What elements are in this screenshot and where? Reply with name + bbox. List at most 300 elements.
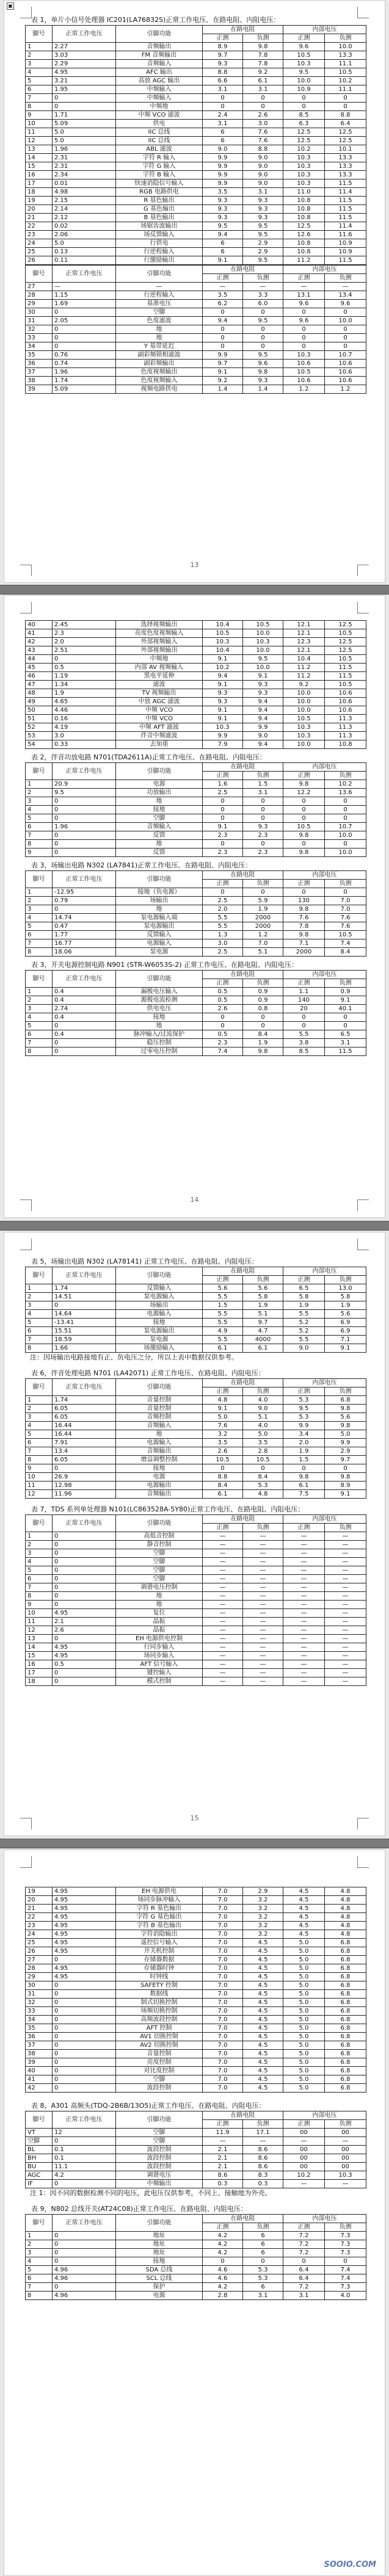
table-cell: 11.5 [325,205,366,214]
table-cell: 0 [53,1464,116,1473]
table-row [26,2154,366,2163]
col-pos: 正测 [283,2120,325,2129]
table-cell: 11.96 [53,1490,116,1499]
table-cell: 10.5 [325,681,366,689]
table-cell: 9.3 [243,681,283,689]
table-cell: 7.0 [203,2058,243,2067]
table-cell: 15.51 [53,1327,116,1336]
table-cell: 0.4 [53,1030,116,1039]
table-cell: 0 [283,814,325,823]
table-cell: 5.0 [283,1999,325,2007]
col-function: 引脚功能 [116,2111,203,2129]
table-cell: 7.0 [203,1999,243,2007]
table-cell: 0 [283,342,325,351]
table-cell: 13.3 [325,162,366,171]
table-cell: 11.3 [325,732,366,740]
table-cell: — [203,1677,243,1686]
table-row [26,291,366,300]
table-cell: IIC 总线 [116,128,203,137]
table-cell: 9.4 [243,740,283,749]
table-cell: 9.0 [243,1405,283,1413]
table-row [26,1005,366,1013]
table-cell: 2.6 [203,1447,243,1456]
table-cell: 5.0 [283,1981,325,1990]
table-cell: 5.0 [283,2067,325,2075]
table-row [26,1310,366,1319]
table-cell: 0 [203,1013,243,1022]
table-cell: 5.0 [283,1964,325,1973]
table-cell: 8.8 [203,68,243,77]
table-cell: 17 [26,1669,53,1677]
table-cell: 2.3 [243,831,283,840]
table-cell: — [325,2137,366,2146]
col-onboard-resistance: 在路电阻 [203,2111,283,2120]
table-cell: 11.4 [325,188,366,197]
table-cell: 18.06 [53,948,116,957]
col-onboard-resistance: 在路电阻 [203,1515,283,1524]
table-cell: — [283,1575,325,1583]
table-cell: 0 [53,1981,116,1990]
table-cell: 0 [283,94,325,103]
table-cell: 39 [26,385,53,394]
table-cell: 2.1 [203,2154,243,2163]
table-cell: 10.8 [283,205,325,214]
table-cell: 场输出 [116,897,203,905]
table-row [26,2007,366,2016]
table-cell: 10.0 [243,629,283,638]
table-cell: 8.8 [325,111,366,120]
table-cell: 波段控制 [116,2084,203,2093]
table-cell: 43 [26,646,53,655]
table-cell: 0.4 [53,988,116,996]
data-table [25,1514,366,1686]
table-row [26,2283,366,2292]
table-cell: 10.0 [283,706,325,715]
table-cell: — [243,1566,283,1575]
table-cell: 6.8 [325,2050,366,2058]
table-cell: 38 [26,2050,53,2058]
table-cell: 13.3 [325,154,366,162]
table-cell: 10.5 [283,368,325,377]
table-cell: 00 [283,2163,325,2171]
table-cell: — [283,2180,325,2188]
table-cell: — [283,1592,325,1601]
table-cell: 0 [203,1022,243,1030]
table-row [26,1447,366,1456]
table-row [26,2146,366,2154]
table-cell: BU [26,2163,53,2171]
table-row [26,154,366,162]
table-cell: 2.6 [243,111,283,120]
table-cell: 8.4 [325,948,366,957]
table-cell: 0 [283,888,325,897]
table-cell: 12.5 [283,128,325,137]
table-cell: 11.5 [325,672,366,681]
table-cell: 10.3 [203,723,243,732]
table-cell: 0 [53,1558,116,1566]
table-cell: 0.3 [203,2180,243,2188]
table-body [26,283,366,394]
table-cell: 10.5 [283,715,325,723]
table-row [26,205,366,214]
table-cell: 12.3 [283,638,325,646]
table-cell: 12.1 [283,621,325,629]
table-cell: 中频输入 [116,94,203,103]
table-cell: 0 [203,840,243,848]
table-cell: 9.9 [325,1439,366,1447]
table-cell: 2.9 [243,239,283,248]
table-cell: 41 [26,629,53,638]
table-cell: 9 [26,1601,53,1609]
table-1-block [25,15,366,394]
table-cell: 副彩频输出 [116,360,203,368]
table-cell: 9.6 [283,300,325,308]
table-row [26,840,366,848]
table-cell: 2.3 [203,1039,243,1047]
table-row [26,368,366,377]
table-cell: 18 [26,1677,53,1686]
table-cell: 50 [26,706,53,715]
table-cell: 12.6 [283,231,325,239]
table-row [26,922,366,931]
table-cell: 13.4 [53,1447,116,1456]
table-row [26,2249,366,2257]
table-cell: 1.2 [283,385,325,394]
table-cell: 6.8 [325,1947,366,1956]
table-cell: — [325,1635,366,1643]
table-cell: 7.0 [203,1905,243,1913]
data-table [25,265,366,394]
table-row [26,385,366,394]
table-cell: 2.29 [53,60,116,68]
table-cell: 0 [53,1592,116,1601]
table-row [26,1652,366,1660]
col-internal-voltage: 内部电压 [283,763,366,772]
table-cell: 10.3 [325,2171,366,2180]
table-cell: 3 [26,905,53,914]
table-row [26,914,366,922]
table-cell: 10 [26,1473,53,1482]
table-cell: — [243,1575,283,1583]
table-row [26,283,366,291]
page-marker-icon: ▣ [7,2,14,10]
table-cell: 5 [26,1319,53,1327]
table-cell: 字符 R 输入 [116,154,203,162]
table-cell: 31 [26,1990,53,1999]
table-cell: 2.1 [53,1618,116,1626]
table-cell: 9.1 [203,706,243,715]
table-cell: 9.0 [243,154,283,162]
table-cell: 9.5 [243,231,283,239]
table-row [26,732,366,740]
table-cell: — [243,1643,283,1652]
table-cell: — [203,1643,243,1652]
table-cell: 33 [26,2007,53,2016]
col-function: 引脚功能 [116,1515,203,1532]
table-cell: 模式控制 [116,1677,203,1686]
crop-mark [20,1856,32,1868]
table-cell: 6.1 [203,1344,243,1353]
table-cell: FM 音频输出 [116,51,203,60]
table-row [26,2129,366,2137]
table-cell: 42 [26,2084,53,2093]
table-cell: 14 [26,154,53,162]
table-cell: 遥控信号输入 [116,1939,203,1947]
table-cell: 9.3 [203,205,243,214]
table-cell: — [283,1626,325,1635]
table-row [26,351,366,360]
table-cell: 7.0 [203,1922,243,1930]
table-cell: 3.5 [203,291,243,300]
table-cell: 开关机控制 [116,1947,203,1956]
table-cell: 12.5 [325,638,366,646]
table-cell: 18 [26,188,53,197]
table-row [26,360,366,368]
table-cell: 9.9 [203,162,243,171]
table-cell: 4.5 [243,1981,283,1990]
col-pos: 正测 [283,274,325,283]
table-cell: 0.5 [203,988,243,996]
table-cell: 4.8 [325,1905,366,1913]
table-cell: 9.1 [203,1405,243,1413]
table-cell: 0 [53,1999,116,2007]
table-cell: 1.9 [243,1301,283,1310]
table-row [26,2041,366,2050]
data-table [25,1887,366,2093]
table-cell: 调谐电压 [116,2171,203,2180]
table-cell: 空脚 [116,814,203,823]
table-cell: 5.5 [203,1319,243,1327]
table-cell: 5.0 [283,1973,325,1981]
table-cell: 0 [53,1575,116,1583]
table-cell: 9.1 [203,655,243,664]
table-cell: 4.96 [53,2274,116,2283]
table-cell: BH [26,2154,53,2163]
table-cell: 0 [243,814,283,823]
table-cell: -12.95 [53,888,116,897]
table-cell: 12.2 [283,789,325,797]
table-cell: 复位 [116,1609,203,1618]
table-row [26,740,366,749]
table-head [26,1267,366,1284]
table-cell: 23 [26,231,53,239]
table-cell: 0 [53,2033,116,2041]
table-cell: 33 [26,334,53,342]
table-cell: 10.3 [283,732,325,740]
table-cell: 0 [53,1677,116,1686]
table-cell: 9.6 [325,300,366,308]
col-pos: 正测 [203,772,243,780]
table-cell: 6 [26,823,53,831]
table-cell: 电源 [116,2292,203,2300]
table-cell: 19 [26,1887,53,1896]
table-cell: 8 [26,1456,53,1464]
col-neg: 负测 [243,274,283,283]
table-cell: TV 视频输出 [116,689,203,698]
table-row [26,1039,366,1047]
table-cell: 4.95 [53,1973,116,1981]
table-cell: 5.3 [283,1396,325,1405]
table-cell: 6 [203,128,243,137]
table-row [26,2240,366,2249]
table-cell: 7.5 [283,1490,325,1499]
table-row [26,831,366,840]
table-cell: 4 [26,1013,53,1022]
table-row [26,1990,366,1999]
table-cell: 6.8 [325,1973,366,1981]
table-cell: 4.8 [325,1896,366,1905]
table-cell: 00 [325,2129,366,2137]
table-cell: — [203,1660,243,1669]
table-cell: 0.47 [53,922,116,931]
table-cell: 0 [325,888,366,897]
col-pin: 脚号 [26,871,53,888]
table-1-continued [25,620,366,1056]
table-cell: 接地 [116,1464,203,1473]
table-cell: 4.2 [203,2240,243,2249]
table-cell: 4000 [243,1336,283,1344]
col-neg: 负测 [243,2120,283,2129]
table-cell: — [283,1541,325,1549]
table-cell: — [243,1618,283,1626]
table-cell: 6.05 [53,1456,116,1464]
table-cell: 1.74 [53,377,116,385]
table-cell: 7.0 [203,2016,243,2024]
table-cell: 0 [53,2137,116,2146]
table-cell: 选择视频输出 [116,621,203,629]
table-cell: 场同步脉冲输入 [116,1896,203,1905]
table-cell: 7.0 [203,1887,243,1896]
table-row [26,342,366,351]
table-cell: 6 [26,931,53,939]
table-cell: 0 [53,655,116,664]
table-cell: 空脚 [116,1575,203,1583]
table-row [26,1887,366,1896]
table-cell: 3 [26,2249,53,2257]
table-cell: 13.6 [325,789,366,797]
table-cell: 10 [26,120,53,128]
table-cell: 7.0 [203,2067,243,2075]
table-row [26,1973,366,1981]
table-cell: 字符 G 输入 [116,162,203,171]
table-cell: 9.3 [203,197,243,205]
table-cell: 数据线 [116,1990,203,1999]
table-cell: 5.0 [283,2016,325,2024]
table-cell: — [203,1635,243,1643]
table-row [26,948,366,957]
table-cell: 6.4 [325,120,366,128]
col-internal-voltage: 内部电压 [283,871,366,880]
table-cell: 9.3 [243,214,283,222]
table-cell: — [203,1575,243,1583]
table-caption: 表 3，开关电源控制电路 N901 (STR-W6053S-2) 正常工作电压、在路电阻、内阻电压： [31,961,299,969]
table-cell: 5.0 [53,128,116,137]
col-internal-voltage: 内部电压 [283,2215,366,2223]
table-cell: Y 基带延迟 [116,342,203,351]
table-cell: 4.95 [53,1939,116,1947]
table-cell: 8.5 [283,111,325,120]
table-row [26,128,366,137]
table-cell: 10.0 [325,317,366,325]
table-cell: 17 [26,179,53,188]
table-cell: 1.4 [243,385,283,394]
table-cell: — [203,1626,243,1635]
table-cell: 9.5 [53,789,116,797]
table-cell: 0 [53,797,116,806]
table-cell: 对比度控制 [116,2067,203,2075]
table-cell: — [283,1677,325,1686]
table-cell: 4.95 [53,1964,116,1973]
table-cell: 10.5 [203,1456,243,1464]
table-cell: 0.9 [243,988,283,996]
table-row [26,1327,366,1336]
table-row [26,2058,366,2067]
table-cell: 行激励输出 [116,256,203,265]
table-cell: 27 [26,1956,53,1964]
table-cell: 5.0 [283,2041,325,2050]
table-row [26,1456,366,1464]
table-cell: 0 [53,1549,116,1558]
table-cell: 2 [26,2240,53,2249]
table-cell: 供电 [116,120,203,128]
table-cell: BL [26,2146,53,2154]
table-cell: 4 [26,914,53,922]
table-cell: — [325,1643,366,1652]
table-cell: 1 [26,1396,53,1405]
table-cell: 6.6 [203,77,243,85]
table-cell: — [283,1643,325,1652]
table-cell: 10.8 [283,214,325,222]
table-body [26,621,366,749]
col-neg: 负测 [325,2120,366,2129]
table-cell: 0.76 [53,351,116,360]
table-cell: 地 [116,334,203,342]
table-cell: 0 [325,308,366,317]
table-cell: 9.3 [203,60,243,68]
table-cell: 4.2 [203,2283,243,2292]
table-cell: 5.0 [53,239,116,248]
table-cell: 4.5 [243,2033,283,2041]
col-pin: 脚号 [26,1379,53,1396]
table-cell: 1.9 [283,1447,325,1456]
table-cell: 6.5 [325,1030,366,1039]
table-cell: 3.1 [243,85,283,94]
table-cell: 10.3 [283,723,325,732]
table-cell: 0.33 [53,740,116,749]
table-row [26,2137,366,2146]
table-row [26,94,366,103]
table-cell: 音频输出 [116,1447,203,1456]
table-cell: 1 [26,2232,53,2240]
table-cell: 1.4 [203,385,243,394]
table-cell: 4 [26,1558,53,1566]
table-cell: 5.8 [243,1293,283,1301]
table-cell: 0 [53,1601,116,1609]
table-cell: 11.6 [325,231,366,239]
table-cell: 7 [26,1336,53,1344]
table-cell: 2.3 [243,848,283,857]
table-cell: 1.9 [53,689,116,698]
table-cell: 0 [325,2257,366,2266]
table-head [26,2111,366,2129]
table-cell: — [283,1669,325,1677]
table-cell: 7.4 [203,1047,243,1056]
table-row [26,655,366,664]
table-cell: 0 [53,2050,116,2058]
table-cell: 7.0 [203,1913,243,1922]
page-number: 15 [190,1814,199,1822]
table-cell: 滤波 [116,681,203,689]
